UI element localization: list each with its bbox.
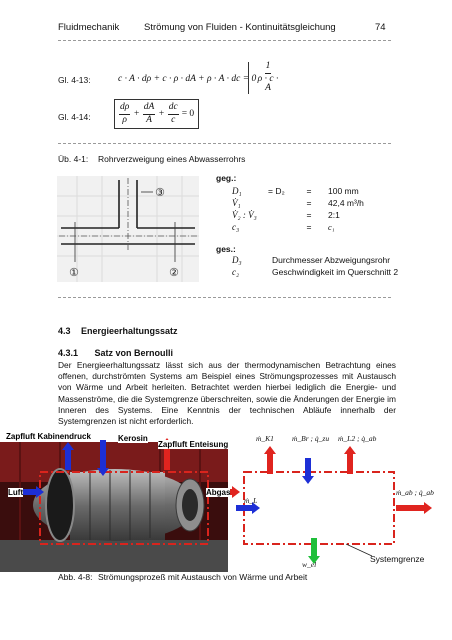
given-value: c₁ <box>328 222 335 232</box>
given-symbol: D₁ <box>232 186 242 196</box>
given-value: 42,4 m³/h <box>328 198 364 208</box>
subsection-heading <box>58 348 173 358</box>
equation-label: Gl. 4-13: <box>58 75 91 85</box>
header-title: Strömung von Fluiden - Kontinuitätsgleichung <box>144 22 336 33</box>
figure-energy-flow <box>0 432 452 572</box>
sought-desc: Geschwindigkeit im Querschnitt 2 <box>272 267 399 277</box>
equation-4-14: $\frac{d\rho}{\rho}$ + $\frac{dA}{A}$ + $\frac{dc}{c}$ = 0 <box>114 99 199 129</box>
given-sep: = <box>306 198 312 208</box>
fraction-den: c <box>171 114 176 125</box>
equation-rhs: = 0 <box>181 109 195 119</box>
symbol-m-br: ṁ_Br ; q̇_zu <box>292 434 330 443</box>
body-paragraph: Der Energieerhaltungssatz lässt sich aus der thermodynamischen Betrachtung eines offenen, durchströmten Systems am Beispiel eines Strömungsprozesses mit Austausch von Wärme und Arbeit herleiten. Betrachtet werden hierbei lediglich die Energie- und Massenströme, die die Systemgrenze überschreiten, sowie die Änderungen der Energie im Inneren des Systems. Eine Kenntnis der technischen Abläufe innerhalb der Systemgrenzen ist nicht erforderlich. <box>58 360 396 427</box>
label-luft: Luft <box>8 488 24 497</box>
section-rule <box>58 297 391 298</box>
header-rule <box>58 40 391 41</box>
exercise-label: Üb. 4-1: <box>58 154 89 164</box>
given-row <box>232 222 364 234</box>
fraction-num: dA <box>143 103 156 115</box>
label-abgas: Abgas <box>206 488 231 497</box>
equation-multiplier <box>248 62 279 94</box>
section-number: 4.3 <box>58 326 71 336</box>
section-title: Energieerhaltungssatz <box>81 326 178 336</box>
given-eq <box>268 198 296 210</box>
equation-label: Gl. 4-14: <box>58 112 91 122</box>
fraction-num: dc <box>168 103 179 115</box>
page-number: 74 <box>375 22 386 33</box>
given-row <box>232 186 364 198</box>
sought-table <box>232 255 398 279</box>
sought-row <box>232 255 398 267</box>
given-sep: = <box>306 210 312 220</box>
given-sep: = <box>306 222 312 232</box>
marker-1: ① <box>69 266 79 279</box>
header-left: Fluidmechanik <box>58 22 120 33</box>
label-kerosin: Kerosin <box>118 434 148 443</box>
section-heading <box>58 326 178 336</box>
multiplier-denominator: ρ · c · A <box>257 73 279 93</box>
given-row <box>232 210 364 222</box>
marker-3: ③ <box>155 186 165 199</box>
pipe-branch-drawing <box>57 176 199 282</box>
equation-4-13: c · A · dρ + c · ρ · dA + ρ · A · dc = 0 <box>118 74 257 84</box>
label-zapfluft-kabinendruck: Zapfluft Kabinendruck <box>6 432 91 441</box>
given-row <box>232 198 364 210</box>
symbol-m-left: ṁ_L <box>244 496 258 505</box>
given-symbol: V̇₂ : V̇₃ <box>232 210 257 220</box>
sought-desc: Durchmesser Abzweigungsrohr <box>272 255 391 265</box>
figure-caption-label: Abb. 4-8: <box>58 572 93 582</box>
subsection-title: Satz von Bernoulli <box>94 348 174 358</box>
given-eq: = D₂ <box>268 186 285 196</box>
exercise-title: Rohrverzweigung eines Abwasserrohrs <box>98 154 246 164</box>
figure-drawing <box>0 432 452 572</box>
label-systemgrenze: Systemgrenze <box>370 554 425 564</box>
sought-row <box>232 267 398 279</box>
fraction-den: ρ <box>122 114 127 125</box>
given-symbol: V̇₁ <box>232 198 241 208</box>
given-value: 100 mm <box>328 186 359 196</box>
given-symbol: c₃ <box>232 222 240 232</box>
sought-symbol: c₂ <box>232 267 240 277</box>
fraction-den: A <box>146 114 152 125</box>
section-rule <box>58 143 391 144</box>
sought-symbol: D₃ <box>232 255 242 265</box>
given-table <box>232 186 364 234</box>
marker-2: ② <box>169 266 179 279</box>
given-value: 2:1 <box>328 210 340 220</box>
sought-heading: ges.: <box>216 244 236 254</box>
symbol-m-k1: ṁ_K1 <box>256 434 274 443</box>
symbol-m-l2: ṁ_L2 ; q̇_ab <box>338 434 377 443</box>
symbol-m-right: ṁ_ab ; q̇_ab <box>396 488 434 497</box>
given-sep: = <box>306 186 312 196</box>
label-zapfluft-enteisung: Zapfluft Enteisung <box>158 440 229 449</box>
fraction-num: dρ <box>119 103 130 115</box>
given-eq <box>268 222 296 234</box>
given-heading: geg.: <box>216 173 237 183</box>
subsection-number: 4.3.1 <box>58 348 79 358</box>
symbol-w-el: w_el <box>302 560 317 569</box>
multiplier-numerator: 1 <box>265 62 272 74</box>
figure-caption: Strömungsprozeß mit Austausch von Wärme und Arbeit <box>98 572 308 582</box>
